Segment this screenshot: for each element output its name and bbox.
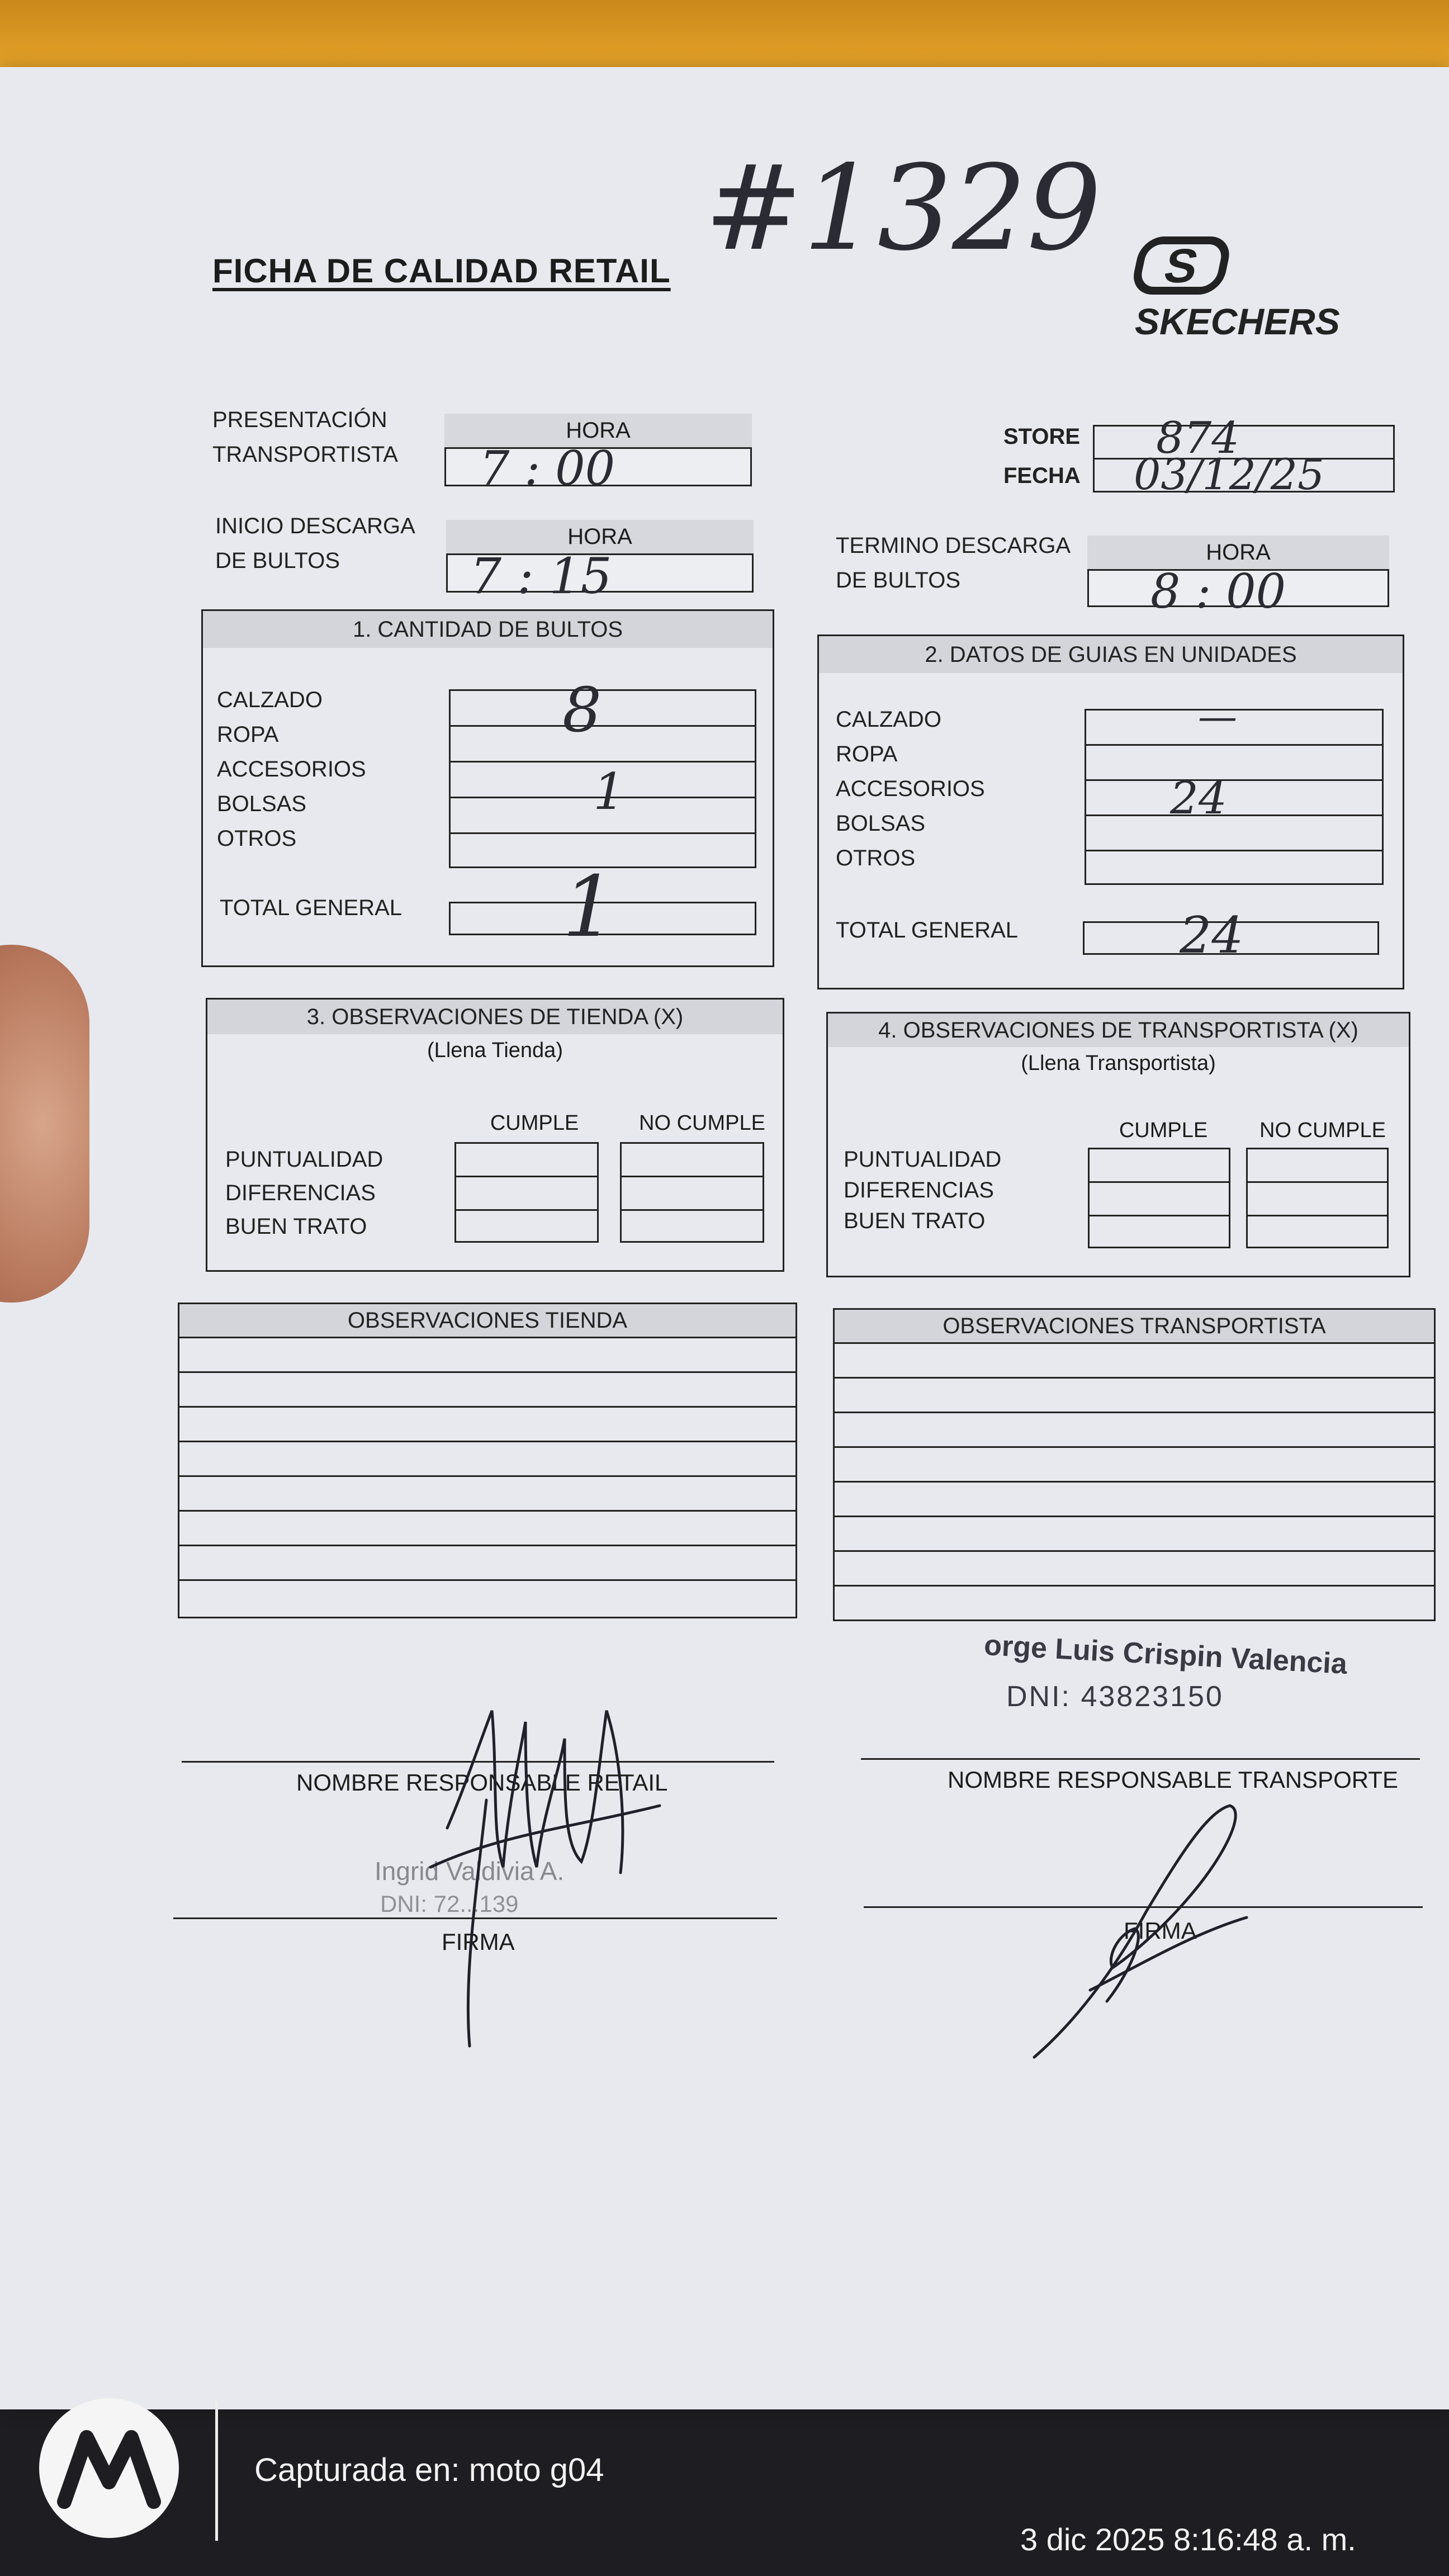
presentacion-hora-field[interactable] <box>444 441 752 496</box>
inicio-hora-field[interactable] <box>446 547 754 605</box>
observaciones-transportista-box[interactable] <box>833 1308 1436 1621</box>
section1-row-bolsas: BOLSAS <box>217 792 307 816</box>
section4-col-cumple: CUMPLE <box>1119 1119 1208 1142</box>
section1-value-calzado: 8 <box>562 674 602 746</box>
section1-total-label: TOTAL GENERAL <box>220 896 402 920</box>
section3-cumple-boxes[interactable] <box>454 1142 599 1243</box>
section4-title: 4. OBSERVACIONES DE TRANSPORTISTA (X) <box>828 1014 1409 1047</box>
retail-stamp-name: Ingrid Valdivia A. <box>375 1857 565 1886</box>
section3-col-no-cumple: NO CUMPLE <box>639 1111 765 1135</box>
section3-row-puntualidad: PUNTUALIDAD <box>225 1147 383 1172</box>
section4-row-buen-trato: BUEN TRATO <box>844 1209 986 1233</box>
presentacion-label: PRESENTACIÓN TRANSPORTISTA <box>212 408 398 467</box>
thumb <box>0 945 89 1303</box>
section2-row-ropa: ROPA <box>836 742 898 766</box>
termino-descarga-label: TERMINO DESCARGA DE BULTOS <box>836 533 1071 593</box>
section2-value-calzado: — <box>1198 694 1237 740</box>
section1-total-field[interactable] <box>449 859 756 956</box>
transport-name-label: NOMBRE RESPONSABLE TRANSPORTE <box>948 1767 1398 1793</box>
section3-col-cumple: CUMPLE <box>490 1111 579 1135</box>
section2-total-field[interactable] <box>1083 906 1379 965</box>
section4-cumple-boxes[interactable] <box>1088 1148 1230 1248</box>
handwritten-number: #1329 <box>704 140 1102 277</box>
retail-signature <box>414 1688 671 2057</box>
fecha-label: FECHA <box>1003 463 1081 488</box>
termino-hora-field[interactable] <box>1087 564 1389 619</box>
section2-row-calzado: CALZADO <box>836 707 941 732</box>
fecha-value: 03/12/25 <box>1134 449 1325 499</box>
section3-no-cumple-boxes[interactable] <box>620 1142 764 1243</box>
section3-subtitle: (Llena Tienda) <box>427 1039 563 1062</box>
inicio-hora-label: HORA <box>446 520 754 553</box>
section-observaciones-tienda-x <box>206 998 784 1272</box>
section4-no-cumple-boxes[interactable] <box>1246 1148 1389 1248</box>
retail-name-label: NOMBRE RESPONSABLE RETAIL <box>296 1769 668 1796</box>
svg-text:S: S <box>1159 239 1204 293</box>
section2-title: 2. DATOS DE GUIAS EN UNIDADES <box>819 636 1403 673</box>
termino-hora-label: HORA <box>1087 536 1389 569</box>
brand-text: SKECHERS <box>1135 301 1340 342</box>
section-cantidad-bultos <box>201 609 774 967</box>
section4-subtitle: (Llena Transportista) <box>1021 1052 1216 1075</box>
presentacion-hora-label: HORA <box>444 414 752 447</box>
section2-row-otros: OTROS <box>836 846 916 870</box>
termino-hora-value: 8 : 00 <box>1150 564 1286 619</box>
section-observaciones-transportista-x <box>826 1012 1410 1277</box>
observaciones-tienda-title: OBSERVACIONES TIENDA <box>179 1304 795 1337</box>
section4-row-puntualidad: PUNTUALIDAD <box>844 1147 1002 1172</box>
inicio-descarga-label: INICIO DESCARGA DE BULTOS <box>215 514 415 573</box>
watermark-divider <box>215 2401 218 2541</box>
form-title: FICHA DE CALIDAD RETAIL <box>212 252 671 290</box>
transport-name-line <box>861 1758 1420 1760</box>
store-value: 874 <box>1156 413 1239 463</box>
section4-row-diferencias: DIFERENCIAS <box>844 1178 994 1202</box>
section1-value-accesorios: 1 <box>593 763 626 821</box>
retail-firma-label: FIRMA <box>442 1929 515 1955</box>
section3-title: 3. OBSERVACIONES DE TIENDA (X) <box>207 1000 783 1034</box>
transport-firma-label: FIRMA <box>1124 1917 1197 1944</box>
transport-stamp-name: orge Luis Crispin Valencia <box>983 1629 1348 1680</box>
section-datos-guias <box>817 634 1404 989</box>
observaciones-tienda-box[interactable] <box>178 1303 797 1618</box>
store-label: STORE <box>1003 424 1081 449</box>
section2-row-bolsas: BOLSAS <box>836 811 926 836</box>
observaciones-transportista-title: OBSERVACIONES TRANSPORTISTA <box>835 1310 1434 1342</box>
presentacion-hora-value: 7 : 00 <box>480 441 615 496</box>
section3-row-diferencias: DIFERENCIAS <box>225 1181 376 1205</box>
inicio-hora-value: 7 : 15 <box>470 547 612 605</box>
skechers-logo <box>1118 235 1386 347</box>
watermark-captured: Capturada en: moto g04 <box>254 2452 604 2488</box>
section1-row-accesorios: ACCESORIOS <box>217 757 366 782</box>
section2-total-value: 24 <box>1180 906 1244 965</box>
section4-col-no-cumple: NO CUMPLE <box>1259 1119 1386 1142</box>
motorola-logo-icon <box>39 2398 179 2538</box>
section1-row-calzado: CALZADO <box>217 688 323 712</box>
section1-row-ropa: ROPA <box>217 722 279 747</box>
section2-total-label: TOTAL GENERAL <box>836 918 1019 943</box>
section1-total-value: 1 <box>562 859 616 956</box>
transport-stamp-dni: DNI: 43823150 <box>1006 1680 1224 1713</box>
form-paper <box>0 67 1449 2409</box>
retail-stamp-dni: DNI: 72...139 <box>380 1891 519 1917</box>
section1-row-otros: OTROS <box>217 826 297 851</box>
section2-value-grid[interactable] <box>1085 694 1384 885</box>
section3-row-buen-trato: BUEN TRATO <box>225 1214 367 1239</box>
fecha-field[interactable] <box>1093 449 1395 499</box>
section2-value-accesorios: 24 <box>1170 772 1227 824</box>
section2-row-accesorios: ACCESORIOS <box>836 776 985 801</box>
transport-signature <box>1023 1789 1258 2068</box>
section1-title: 1. CANTIDAD DE BULTOS <box>203 611 773 648</box>
section1-value-grid[interactable] <box>449 674 756 868</box>
watermark-timestamp: 3 dic 2025 8:16:48 a. m. <box>1020 2522 1356 2557</box>
